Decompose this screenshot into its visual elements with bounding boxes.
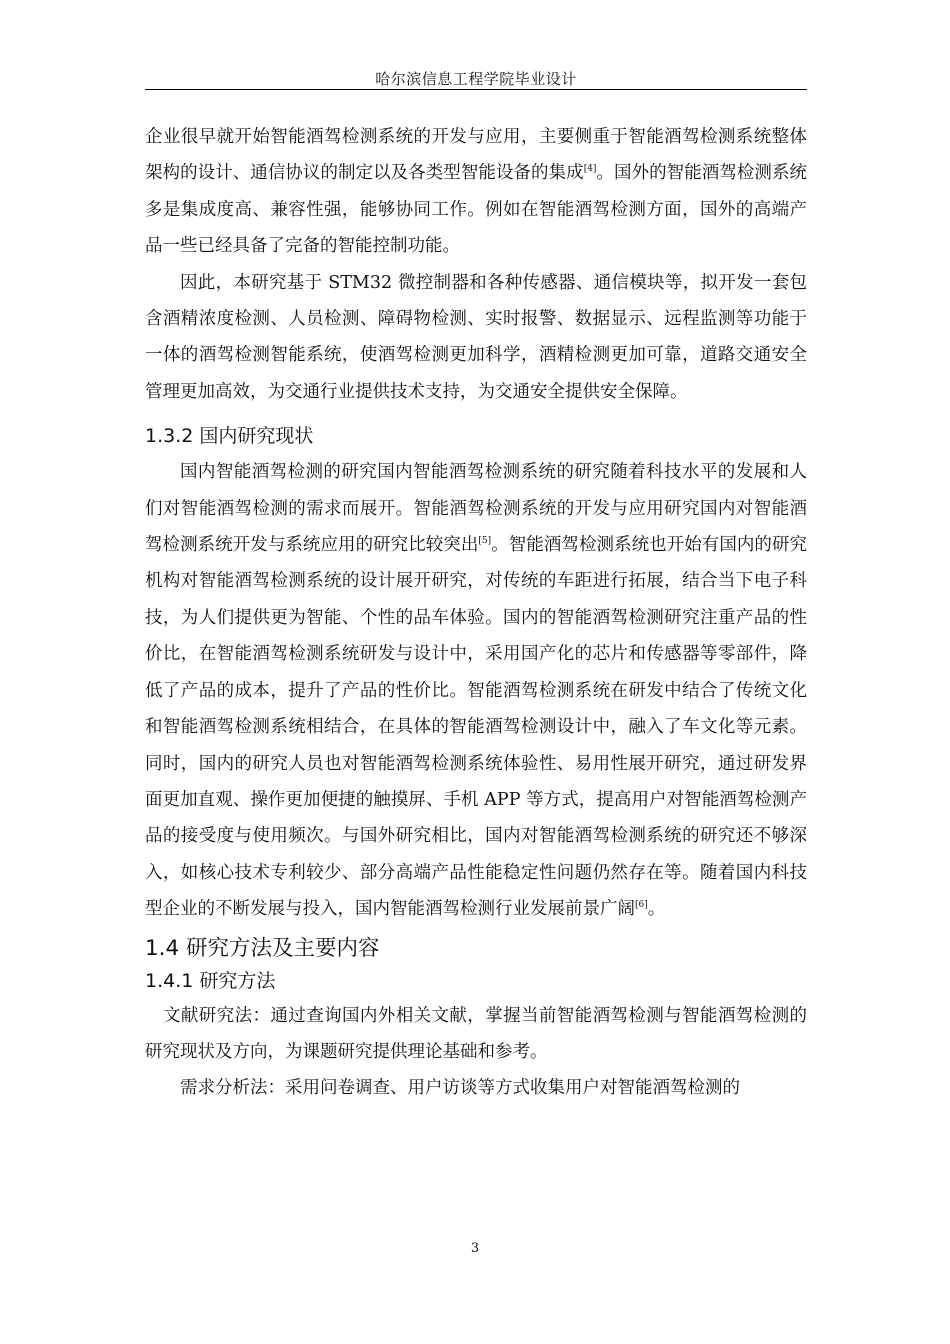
paragraph-literature-method: 文献研究法：通过查询国内外相关文献，掌握当前智能酒驾检测与智能酒驾检测的研究现状及方向，为课题研究提供理论基础和参考。 [145, 1005, 807, 1062]
document-body [145, 119, 807, 1107]
citation-ref: [5] [478, 536, 492, 547]
paragraph-text: 国内智能酒驾检测的研究国内智能酒驾检测系统的研究随着科技水平的发展和人们对智能酒驾检测的需求而展开。智能酒驾检测系统的开发与应用研究国内对智能酒驾检测系统开发与系统应用的研究比较突出 [145, 462, 807, 556]
paragraph-research-plan: 因此，本研究基于 STM32 微控制器和各种传感器、通信模块等，拟开发一套包含酒精浓度检测、人员检测、障碍物检测、实时报警、数据显示、远程监测等功能于一体的酒驾检测智能系统，使酒驾检测更加科学，酒精检测更加可靠，道路交通安全管理更加高效，为交通行业提供技术支持，为交通安全提供安全保障。 [145, 272, 807, 402]
page-number: 3 [470, 1241, 480, 1256]
citation-ref: [4] [583, 164, 597, 175]
paragraph-domestic-research [145, 454, 807, 927]
paragraph-text: 企业很早就开始智能酒驾检测系统的开发与应用，主要侧重于智能酒驾检测系统整体架构的设计、通信协议的制定以及各类型智能设备的集成 [145, 127, 807, 184]
section-heading-1-3-2: 1.3.2 国内研究现状 [145, 425, 314, 448]
paragraph-text: 。 [647, 899, 666, 920]
paragraph-requirements-method: 需求分析法：采用问卷调查、用户访谈等方式收集用户对智能酒驾检测的 [180, 1078, 740, 1099]
paragraph-foreign-research [145, 119, 807, 265]
paragraph-text: 。智能酒驾检测系统也开始有国内的研究机构对智能酒驾检测系统的设计展开研究，对传统的车距进行拓展，结合当下电子科技，为人们提供更为智能、个性的品车体验。国内的智能酒驾检测研究注重产品的性价比，在智能酒驾检测系统研发与设计中，采用国产化的芯片和传感器等零部件，降低了产品的成本，提升了产品的性价比。智能酒驾检测系统在研发中结合了传统文化和智能酒驾检测系统相结合，在具体的智能酒驾检测设计中，融入了车文化等元素。同时，国内的研究人员也对智能酒驾检测系统体验性、易用性展开研究，通过研发界面更加直观、操作更加便捷的触摸屏、手机 APP 等方式，提高用户对智能酒驾检测产品的接受度与使用频次。与国外研究相比，国内对智能酒驾检测系统的研究还不够深入，如核心技术专利较少、部分高端产品性能稳定性问题仍然存在等。随着国内科技型企业的不断发展与投入，国内智能酒驾检测行业发展前景广阔 [145, 535, 808, 920]
citation-ref: [6] [635, 900, 648, 911]
page-header-title: 哈尔滨信息工程学院毕业设计 [375, 70, 577, 88]
header-rule [145, 89, 807, 90]
paragraph-text: 。国外的智能酒驾检测系统多是集成度高、兼容性强，能够协同工作。例如在智能酒驾检测方面，国外的高端产品一些已经具备了完备的智能控制功能。 [145, 163, 808, 257]
section-heading-1-4-1: 1.4.1 研究方法 [145, 969, 276, 992]
section-heading-1-4: 1.4 研究方法及主要内容 [145, 935, 380, 961]
